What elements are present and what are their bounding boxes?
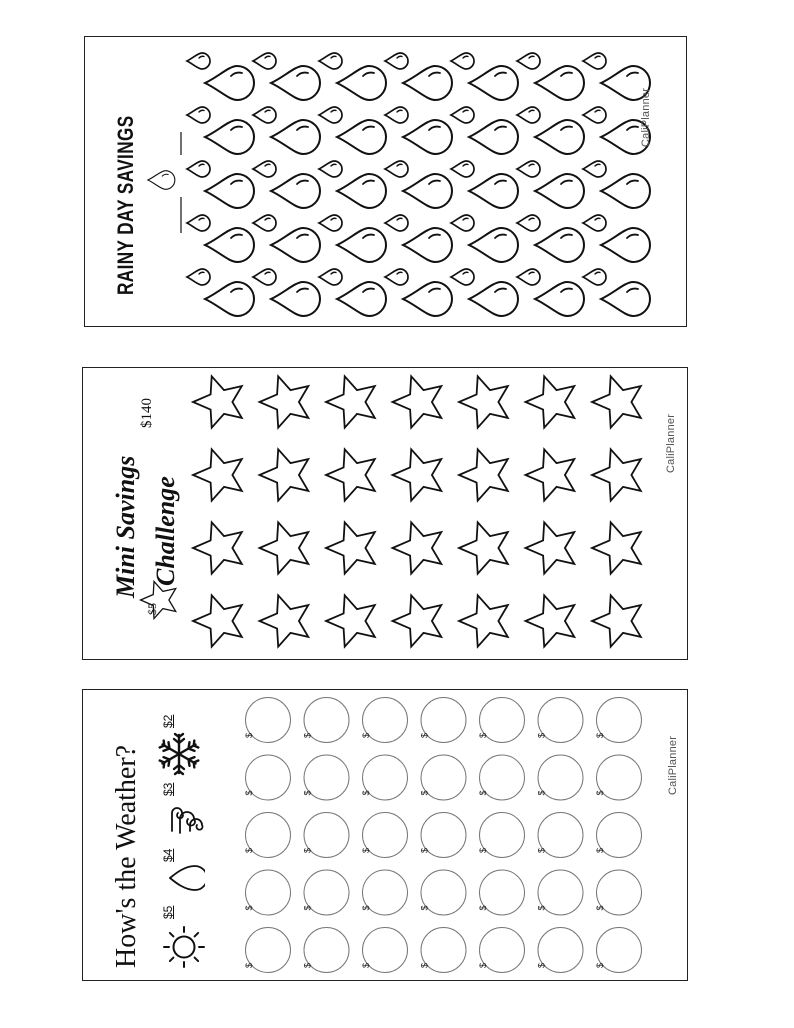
dollar-mark: $ xyxy=(419,847,430,853)
dollar-mark: $ xyxy=(595,905,605,911)
star-slot xyxy=(592,595,641,646)
raindrop-slot xyxy=(319,107,386,154)
dollar-mark: $ xyxy=(478,962,488,968)
savings-circle xyxy=(537,870,584,915)
star-slot xyxy=(393,595,442,646)
sun-icon xyxy=(161,924,207,970)
savings-circle xyxy=(303,813,350,858)
dollar-mark: $ xyxy=(595,962,605,968)
dollar-mark: $ xyxy=(419,790,430,796)
raindrop-slot xyxy=(319,161,386,208)
dollar-mark: $ xyxy=(419,962,430,968)
raindrop-slot xyxy=(517,269,584,316)
wind-amount: $3 xyxy=(161,782,175,796)
star-slot xyxy=(459,449,508,500)
savings-circle xyxy=(361,870,408,915)
card-title: How's the Weather? xyxy=(111,744,142,968)
raindrop-slot xyxy=(319,53,386,100)
raindrop-slot xyxy=(583,269,650,316)
star-slot xyxy=(393,522,442,573)
dollar-mark: $ xyxy=(419,905,430,911)
dollar-mark: $ xyxy=(536,905,547,911)
rainy-day-savings-card xyxy=(84,36,687,327)
raindrop-slot xyxy=(385,53,452,100)
raindrop-slot xyxy=(253,269,320,316)
raindrop-grid xyxy=(85,37,688,328)
dollar-mark: $ xyxy=(536,732,547,738)
star-slot xyxy=(193,376,242,427)
raindrop-slot xyxy=(451,215,518,262)
star-slot xyxy=(459,595,508,646)
dollar-mark: $ xyxy=(302,790,313,796)
raindrop-slot xyxy=(517,53,584,100)
dollar-mark: $ xyxy=(595,847,605,853)
savings-circle xyxy=(361,755,408,800)
savings-circle xyxy=(361,698,408,743)
savings-circle xyxy=(595,870,642,915)
savings-circle xyxy=(244,928,291,973)
savings-circle xyxy=(303,698,350,743)
savings-circle xyxy=(244,813,291,858)
dollar-mark: $ xyxy=(302,962,313,968)
raindrop-slot xyxy=(187,215,254,262)
dollar-mark: $ xyxy=(478,905,488,911)
star-slot xyxy=(592,449,641,500)
raindrop-slot xyxy=(319,215,386,262)
savings-circle xyxy=(420,813,467,858)
raindrop-slot xyxy=(385,107,452,154)
savings-circle xyxy=(595,813,642,858)
star-slot xyxy=(326,595,375,646)
sun-amount: $5 xyxy=(161,905,175,919)
star-slot xyxy=(326,376,375,427)
dollar-mark: $ xyxy=(536,847,547,853)
brand-label: CaliPlanner xyxy=(640,87,652,147)
star-slot xyxy=(459,376,508,427)
savings-circle xyxy=(244,755,291,800)
raindrop-slot xyxy=(253,215,320,262)
savings-circle xyxy=(595,755,642,800)
star-slot xyxy=(526,449,575,500)
savings-circle xyxy=(244,698,291,743)
star-slot xyxy=(393,376,442,427)
raindrop-slot xyxy=(451,53,518,100)
raindrop-slot xyxy=(253,53,320,100)
dollar-mark: $ xyxy=(302,905,313,911)
dollar-mark: $ xyxy=(419,732,430,738)
star-slot xyxy=(592,376,641,427)
savings-circle xyxy=(361,813,408,858)
dollar-mark: $ xyxy=(536,790,547,796)
title-divider xyxy=(148,132,181,233)
snowflake-icon xyxy=(157,732,201,776)
savings-circle xyxy=(420,755,467,800)
raindrop-slot xyxy=(583,215,650,262)
card-title-line2: Challenge xyxy=(151,476,180,586)
raindrop-slot xyxy=(385,269,452,316)
star-slot xyxy=(326,522,375,573)
dollar-mark: $ xyxy=(361,905,371,911)
raindrop-slot xyxy=(385,215,452,262)
dollar-mark: $ xyxy=(595,732,605,738)
savings-circle xyxy=(244,870,291,915)
star-slot xyxy=(326,449,375,500)
brand-label: CaliPlanner xyxy=(665,413,677,473)
dollar-mark: $ xyxy=(478,790,488,796)
savings-circle xyxy=(595,698,642,743)
raindrop-slot xyxy=(517,107,584,154)
savings-circle xyxy=(303,928,350,973)
total-amount: $140 xyxy=(139,398,155,428)
card-title: RAINY DAY SAVINGS xyxy=(113,115,138,296)
raindrop-slot xyxy=(517,215,584,262)
star-slot xyxy=(193,522,242,573)
dollar-mark: $ xyxy=(244,790,254,796)
dollar-mark: $ xyxy=(478,847,488,853)
raindrop-slot xyxy=(253,107,320,154)
savings-circle xyxy=(537,698,584,743)
star-slot xyxy=(193,449,242,500)
star-slot xyxy=(260,376,309,427)
mini-savings-challenge-card xyxy=(82,367,688,660)
dollar-mark: $ xyxy=(361,847,371,853)
raindrop-slot xyxy=(187,53,254,100)
savings-circle xyxy=(478,755,525,800)
star-slot xyxy=(393,449,442,500)
raindrop-slot xyxy=(253,161,320,208)
savings-circle xyxy=(478,928,525,973)
raindrop-icon xyxy=(169,858,205,898)
savings-circle xyxy=(537,813,584,858)
savings-circle xyxy=(478,870,525,915)
raindrop-slot xyxy=(319,269,386,316)
dollar-mark: $ xyxy=(536,962,547,968)
star-value: $5 xyxy=(145,603,159,615)
dollar-mark: $ xyxy=(361,962,371,968)
raindrop-slot xyxy=(187,107,254,154)
weather-savings-card xyxy=(82,689,688,981)
raindrop-slot xyxy=(451,161,518,208)
savings-circle xyxy=(478,813,525,858)
dollar-mark: $ xyxy=(361,732,371,738)
dollar-mark: $ xyxy=(244,905,254,911)
star-slot xyxy=(526,376,575,427)
raindrop-slot xyxy=(187,269,254,316)
star-slot xyxy=(526,595,575,646)
savings-circle xyxy=(478,698,525,743)
savings-circle xyxy=(595,928,642,973)
dollar-mark: $ xyxy=(244,732,254,738)
star-slot xyxy=(260,449,309,500)
raindrop-slot xyxy=(451,107,518,154)
savings-circle xyxy=(361,928,408,973)
savings-circle xyxy=(303,755,350,800)
savings-circle xyxy=(537,928,584,973)
dollar-mark: $ xyxy=(302,847,313,853)
raindrop-slot xyxy=(385,161,452,208)
raindrop-slot xyxy=(517,161,584,208)
savings-circle xyxy=(420,928,467,973)
savings-circle xyxy=(420,870,467,915)
star-slot xyxy=(459,522,508,573)
snow-amount: $2 xyxy=(161,714,175,728)
raindrop-slot xyxy=(451,269,518,316)
rain-amount: $4 xyxy=(161,848,175,862)
star-slot xyxy=(260,595,309,646)
dollar-mark: $ xyxy=(302,732,313,738)
dollar-mark: $ xyxy=(244,847,254,853)
savings-circle xyxy=(420,698,467,743)
star-slot xyxy=(193,595,242,646)
star-slot xyxy=(592,522,641,573)
brand-label: CaliPlanner xyxy=(667,735,679,795)
dollar-mark: $ xyxy=(244,962,254,968)
savings-circle xyxy=(303,870,350,915)
star-slot xyxy=(526,522,575,573)
dollar-mark: $ xyxy=(595,790,605,796)
savings-circle xyxy=(537,755,584,800)
raindrop-slot xyxy=(187,161,254,208)
dollar-mark: $ xyxy=(361,790,371,796)
card-title-line1: Mini Savings xyxy=(111,455,140,598)
dollar-mark: $ xyxy=(478,732,488,738)
star-slot xyxy=(260,522,309,573)
wind-icon xyxy=(163,797,205,837)
raindrop-slot xyxy=(583,161,650,208)
